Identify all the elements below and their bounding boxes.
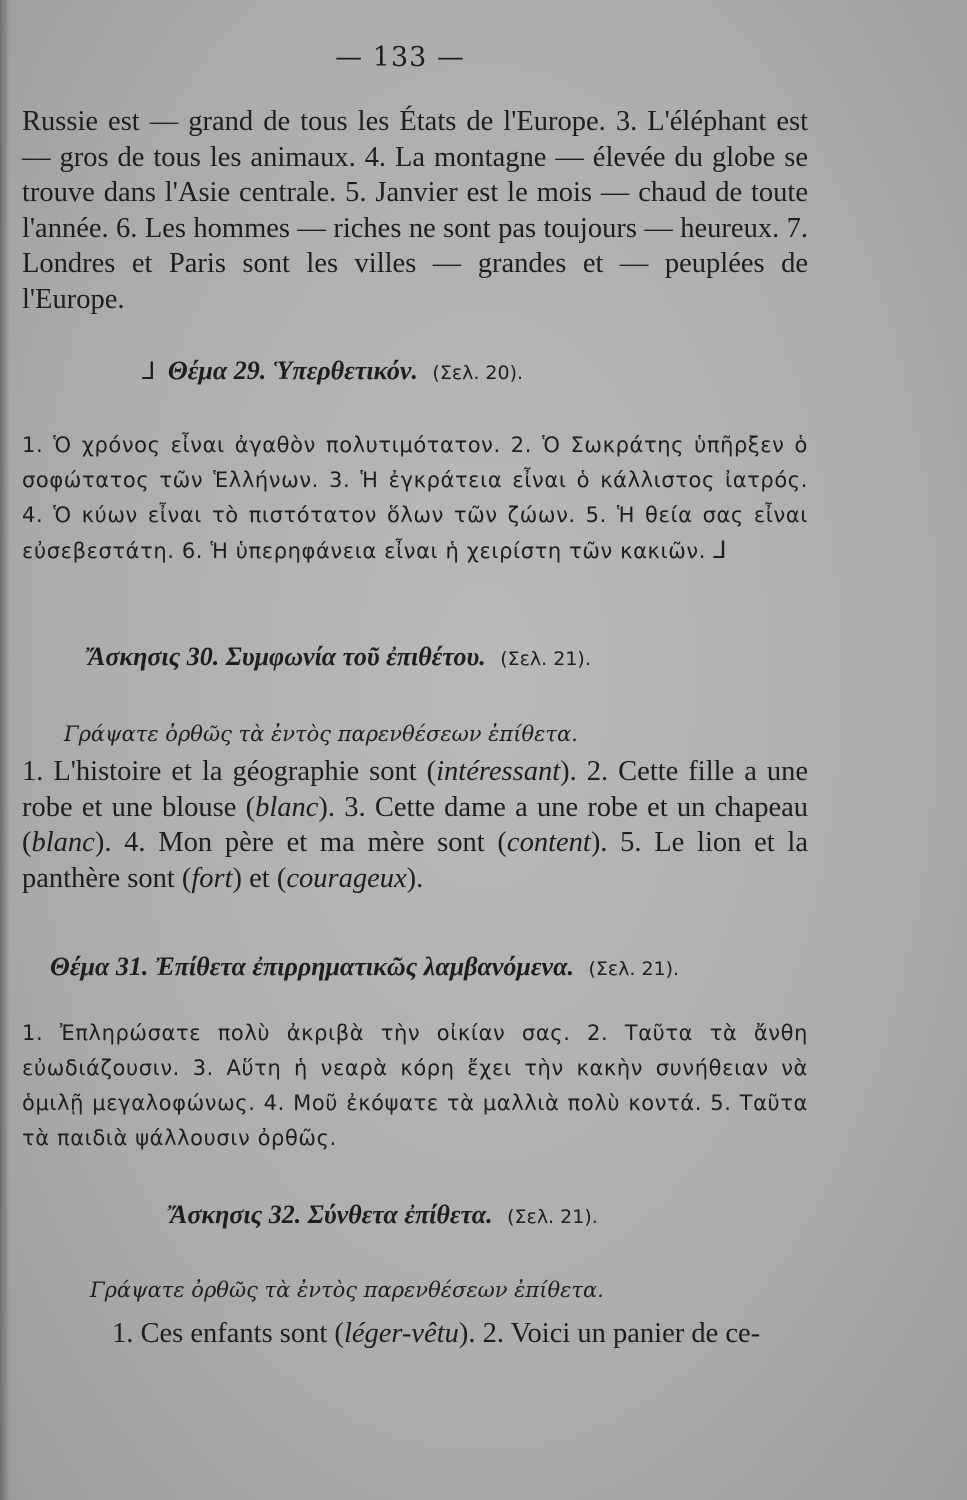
- word-in-parentheses: fort: [191, 862, 233, 894]
- page-reference: (Σελ. 20).: [432, 362, 524, 384]
- sentence-text: ). 3. Cette dame a une robe et un chapeau (: [22, 791, 808, 858]
- sentence-text: ). 2. Cette fille a une robe et une blouse (: [22, 756, 808, 823]
- word-in-parentheses: léger-vêtu: [343, 1318, 459, 1349]
- exercise-32-heading: [170, 1200, 598, 1230]
- page-number: — 133 —: [335, 42, 465, 73]
- word-in-parentheses: intéressant: [436, 756, 561, 787]
- sentence-text: ) et (: [232, 862, 287, 894]
- exercise-paragraph: [112, 1316, 812, 1352]
- theme-31-heading: [50, 952, 679, 982]
- heading-title: Θέμα 31. Ἐπίθετα ἐπιρρηματικῶς λαμβανόμενα.: [50, 952, 574, 981]
- check-mark: ⅃: [142, 357, 156, 385]
- sentence-text: ). 5. Le lion et la panthère sont (: [22, 827, 808, 894]
- word-in-parentheses: blanc: [255, 791, 319, 823]
- exercise-30-text: [22, 754, 808, 896]
- greek-paragraph: [22, 428, 808, 569]
- check-mark: ⅃: [713, 536, 728, 564]
- exercise-32-instruction: Γράψατε ὀρθῶς τὰ ἐντὸς παρενθέσεων ἐπίθετα.: [90, 1278, 604, 1302]
- word-in-parentheses: content: [506, 827, 591, 858]
- exercise-32-text: [112, 1316, 812, 1352]
- page-reference: (Σελ. 21).: [507, 1206, 598, 1228]
- paragraph-text: Russie est — grand de tous les États de l'Europe. 3. L'éléphant est — gros de tous les animaux. 4. La montagne — élevée du globe se trouve dans l'Asie centrale. 5. Janvier est le mois — chaud de toute l'année. 6. Les hommes — riches ne sont pas toujours — heureux. 7. Londres et Paris sont les villes — grandes et — peuplées de l'Europe.: [22, 106, 808, 315]
- french-exercise-continuation: [22, 104, 808, 317]
- page-reference: (Σελ. 21).: [588, 958, 680, 980]
- heading-title: Ἄσκησις 30. Συμφωνία τοῦ ἐπιθέτου.: [88, 642, 486, 671]
- heading-title: Ἄσκησις 32. Σύνθετα ἐπίθετα.: [170, 1200, 493, 1229]
- word-in-parentheses: blanc: [31, 827, 95, 858]
- exercise-30-heading: [88, 642, 591, 672]
- theme-29-text: [22, 428, 808, 569]
- page-reference: (Σελ. 21).: [500, 648, 591, 670]
- exercise-paragraph: [22, 754, 808, 896]
- sentence-text: 1. Ces enfants sont (: [112, 1318, 344, 1349]
- paragraph-text: 1. Ἐπληρώσατε πολὺ ἀκριβὰ τὴν οἰκίαν σας. 2. Ταῦτα τὰ ἄνθη εὐωδιάζουσιν. 3. Αὕτη ἡ νεαρὰ κόρη ἔχει τὴν κακὴν συνήθειαν νὰ ὁμιλῇ μεγαλοφώνως. 4. Μοῦ ἐκόψατε τὰ μαλλιὰ πολὺ κοντά. 5. Ταῦτα τὰ παιδιὰ ψάλλουσιν ὀρθῶς.: [22, 1021, 808, 1150]
- paragraph-text: 1. Ὁ χρόνος εἶναι ἀγαθὸν πολυτιμότατον. 2. Ὁ Σωκράτης ὑπῆρξεν ὁ σοφώτατος τῶν Ἑλλήνων. 3. Ἡ ἐγκράτεια εἶναι ὁ κάλλιστος ἰατρός. 4. Ὁ κύων εἶναι τὸ πιστότατον ὅλων τῶν ζώων. 5. Ἡ θεία σας εἶναι εὐσεβεστάτη. 6. Ἡ ὑπερηφάνεια εἶναι ἡ χειρίστη τῶν κακιῶν.: [22, 433, 808, 563]
- sentence-text: ). 4. Mon père et ma mère sont (: [94, 827, 507, 858]
- theme-29-heading: [142, 356, 523, 386]
- sentence-text: 1. L'histoire et la géographie sont (: [22, 756, 437, 787]
- heading-title: Θέμα 29. Ὑπερθετικόν.: [167, 356, 418, 385]
- sentence-text: ). 2. Voici un panier de ce-: [458, 1318, 761, 1349]
- exercise-30-instruction: Γράψατε ὀρθῶς τὰ ἐντὸς παρενθέσεων ἐπίθετα.: [64, 722, 578, 746]
- word-in-parentheses: courageux: [286, 862, 407, 894]
- theme-31-text: [22, 1016, 808, 1156]
- sentence-text: ).: [406, 862, 424, 894]
